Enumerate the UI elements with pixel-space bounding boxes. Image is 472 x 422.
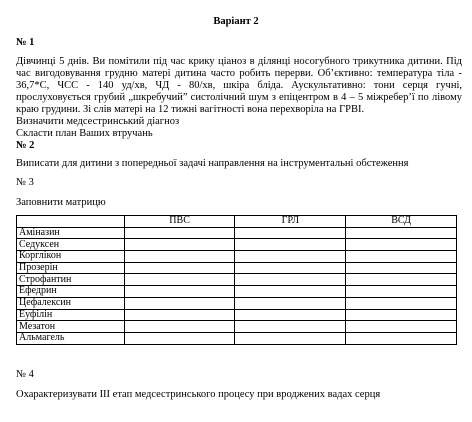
matrix-cell[interactable]	[235, 227, 346, 239]
matrix-row-label: Корглікон	[17, 251, 125, 263]
matrix-cell[interactable]	[235, 251, 346, 263]
matrix-header-grl: ГРЛ	[235, 216, 346, 228]
matrix-cell[interactable]	[124, 262, 235, 274]
drug-matrix-table	[16, 215, 457, 345]
matrix-row	[17, 274, 457, 286]
task-4-text: Охарактеризувати ІІІ етап медсестринського процесу при вроджених вадах серця	[16, 389, 381, 400]
matrix-cell[interactable]	[346, 251, 457, 263]
matrix-cell[interactable]	[346, 274, 457, 286]
matrix-cell[interactable]	[235, 321, 346, 333]
matrix-row-label: Аміназин	[17, 227, 125, 239]
matrix-row	[17, 251, 457, 263]
matrix-row	[17, 239, 457, 251]
matrix-row-label: Альмагель	[17, 332, 125, 344]
matrix-cell[interactable]	[235, 286, 346, 298]
task-1-diagnosis-line: Визначити медсестринський діагноз	[16, 116, 180, 127]
matrix-cell[interactable]	[235, 309, 346, 321]
task-1-text: Дівчинці 5 днів. Ви помітили під час крику ціаноз в ділянці носогубного трикутника дитини. Під час вигодовування грудню матері дитина часто робить перерви. Об’єктивно: температура тіла - 36,7*С, ЧСС - 140 уд/хв, ЧД - 80/хв, шкіра бліда. Аускультативно: тони серця гучні, прослуховується грубий „шкребучий” систолічний шум з епіцентром в 4 – 5 міжребер’ї по лівому краю грудини. Зі слів матері на 12 тижні вагітності вона перехворіла на ГРВІ.	[16, 56, 462, 115]
matrix-cell[interactable]	[346, 286, 457, 298]
matrix-cell[interactable]	[124, 286, 235, 298]
matrix-cell[interactable]	[346, 332, 457, 344]
matrix-row	[17, 321, 457, 333]
matrix-cell[interactable]	[124, 321, 235, 333]
matrix-row-label: Цефалексин	[17, 297, 125, 309]
matrix-header-vsd: ВСД	[346, 216, 457, 228]
matrix-cell[interactable]	[346, 309, 457, 321]
matrix-cell[interactable]	[124, 227, 235, 239]
matrix-header-row	[17, 216, 457, 228]
matrix-corner-cell	[17, 216, 125, 228]
matrix-row	[17, 332, 457, 344]
task-4-number: № 4	[16, 369, 34, 380]
matrix-cell[interactable]	[346, 297, 457, 309]
document-title: Варіант 2	[213, 16, 259, 27]
matrix-cell[interactable]	[346, 227, 457, 239]
matrix-row-label: Ефедрин	[17, 286, 125, 298]
matrix-cell[interactable]	[346, 262, 457, 274]
matrix-cell[interactable]	[235, 274, 346, 286]
matrix-row	[17, 297, 457, 309]
matrix-cell[interactable]	[235, 262, 346, 274]
matrix-cell[interactable]	[124, 239, 235, 251]
matrix-row	[17, 262, 457, 274]
matrix-cell[interactable]	[124, 251, 235, 263]
task-2-number: № 2	[16, 140, 35, 151]
matrix-cell[interactable]	[124, 297, 235, 309]
matrix-row	[17, 309, 457, 321]
matrix-row	[17, 227, 457, 239]
matrix-cell[interactable]	[124, 332, 235, 344]
matrix-cell[interactable]	[346, 321, 457, 333]
matrix-row-label: Строфантин	[17, 274, 125, 286]
task-1-plan-line: Скласти план Ваших втручань	[16, 128, 153, 139]
matrix-row	[17, 286, 457, 298]
matrix-cell[interactable]	[346, 239, 457, 251]
matrix-row-label: Седуксен	[17, 239, 125, 251]
task-1-number: № 1	[16, 37, 35, 48]
matrix-cell[interactable]	[124, 274, 235, 286]
task-3-text: Заповнити матрицю	[16, 197, 106, 208]
matrix-row-label: Еуфілін	[17, 309, 125, 321]
task-3-number: № 3	[16, 177, 34, 188]
matrix-cell[interactable]	[124, 309, 235, 321]
matrix-cell[interactable]	[235, 332, 346, 344]
task-2-text: Виписати для дитини з попередньої задачі направлення на інструментальні обстеження	[16, 158, 409, 169]
matrix-cell[interactable]	[235, 239, 346, 251]
matrix-cell[interactable]	[235, 297, 346, 309]
matrix-header-pvs: ПВС	[124, 216, 235, 228]
matrix-row-label: Прозерін	[17, 262, 125, 274]
matrix-row-label: Мезатон	[17, 321, 125, 333]
